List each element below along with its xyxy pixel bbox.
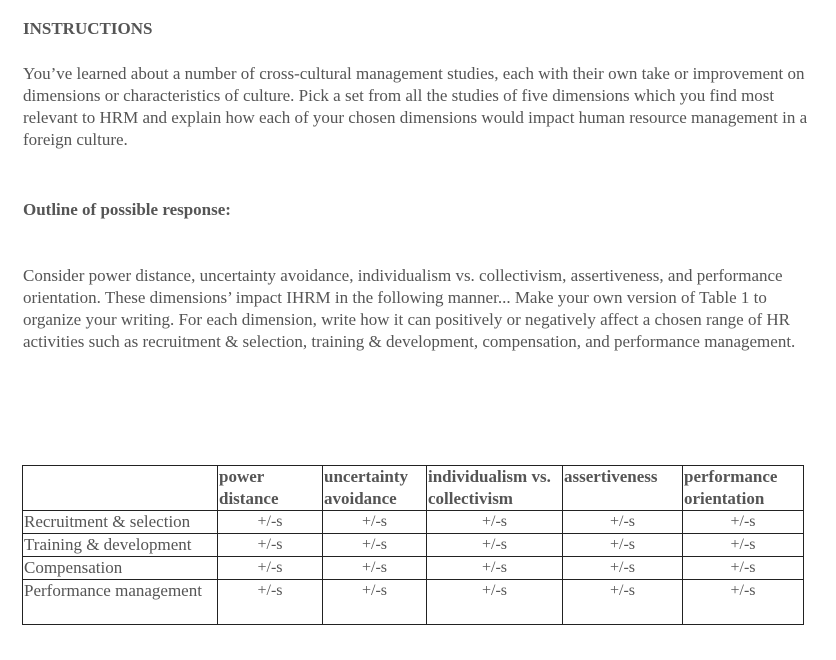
dimensions-table [22, 465, 804, 625]
table-cell: +/-s [323, 511, 427, 534]
table-cell: +/-s [683, 511, 804, 534]
table-row [23, 580, 804, 625]
table-row [23, 534, 804, 557]
table-cell: +/-s [683, 580, 804, 625]
table-header-row [23, 466, 804, 511]
table-cell: +/-s [427, 511, 563, 534]
row-label-training: Training & development [23, 534, 218, 557]
column-header-individualism-collectivism: individualism vs. collectivism [427, 466, 563, 511]
table-row [23, 557, 804, 580]
table-cell: +/-s [323, 557, 427, 580]
table-cell: +/-s [563, 557, 683, 580]
instructions-heading: INSTRUCTIONS [23, 19, 153, 38]
table-cell: +/-s [427, 534, 563, 557]
intro-paragraph: You’ve learned about a number of cross-cultural management studies, each with their own take or improvement on dimensions or characteristics of culture. Pick a set from all the studies of five dimensions which you find most relevant to HRM and explain how each of your chosen dimensions would impact human resource management in a foreign culture. [23, 64, 808, 149]
table-cell: +/-s [218, 511, 323, 534]
consider-paragraph: Consider power distance, uncertainty avoidance, individualism vs. collectivism, assertiveness, and performance orientation. These dimensions’ impact IHRM in the following manner... Make your own version of Table 1 to organize your writing. For each dimension, write how it can positively or negatively affect a chosen range of HR activities such as recruitment & selection, training & development, compensation, and performance management. [23, 266, 796, 351]
row-label-recruitment: Recruitment & selection [23, 511, 218, 534]
column-header-power-distance: power distance [218, 466, 323, 511]
outline-heading: Outline of possible response: [23, 200, 231, 219]
table-cell: +/-s [323, 534, 427, 557]
table-cell: +/-s [427, 580, 563, 625]
table-cell: +/-s [218, 557, 323, 580]
row-label-performance-management: Performance management [23, 580, 218, 625]
column-header-assertiveness: assertiveness [563, 466, 683, 511]
table-cell: +/-s [323, 580, 427, 625]
row-label-compensation: Compensation [23, 557, 218, 580]
table-cell: +/-s [427, 557, 563, 580]
table-cell: +/-s [218, 580, 323, 625]
table-cell: +/-s [683, 534, 804, 557]
table-cell: +/-s [683, 557, 804, 580]
table-cell: +/-s [563, 511, 683, 534]
column-header-performance-orientation: performance orientation [683, 466, 804, 511]
column-header-uncertainty-avoidance: uncertainty avoidance [323, 466, 427, 511]
table-cell: +/-s [218, 534, 323, 557]
table-cell: +/-s [563, 580, 683, 625]
table-row [23, 511, 804, 534]
table-corner-cell [23, 466, 218, 511]
table-cell: +/-s [563, 534, 683, 557]
